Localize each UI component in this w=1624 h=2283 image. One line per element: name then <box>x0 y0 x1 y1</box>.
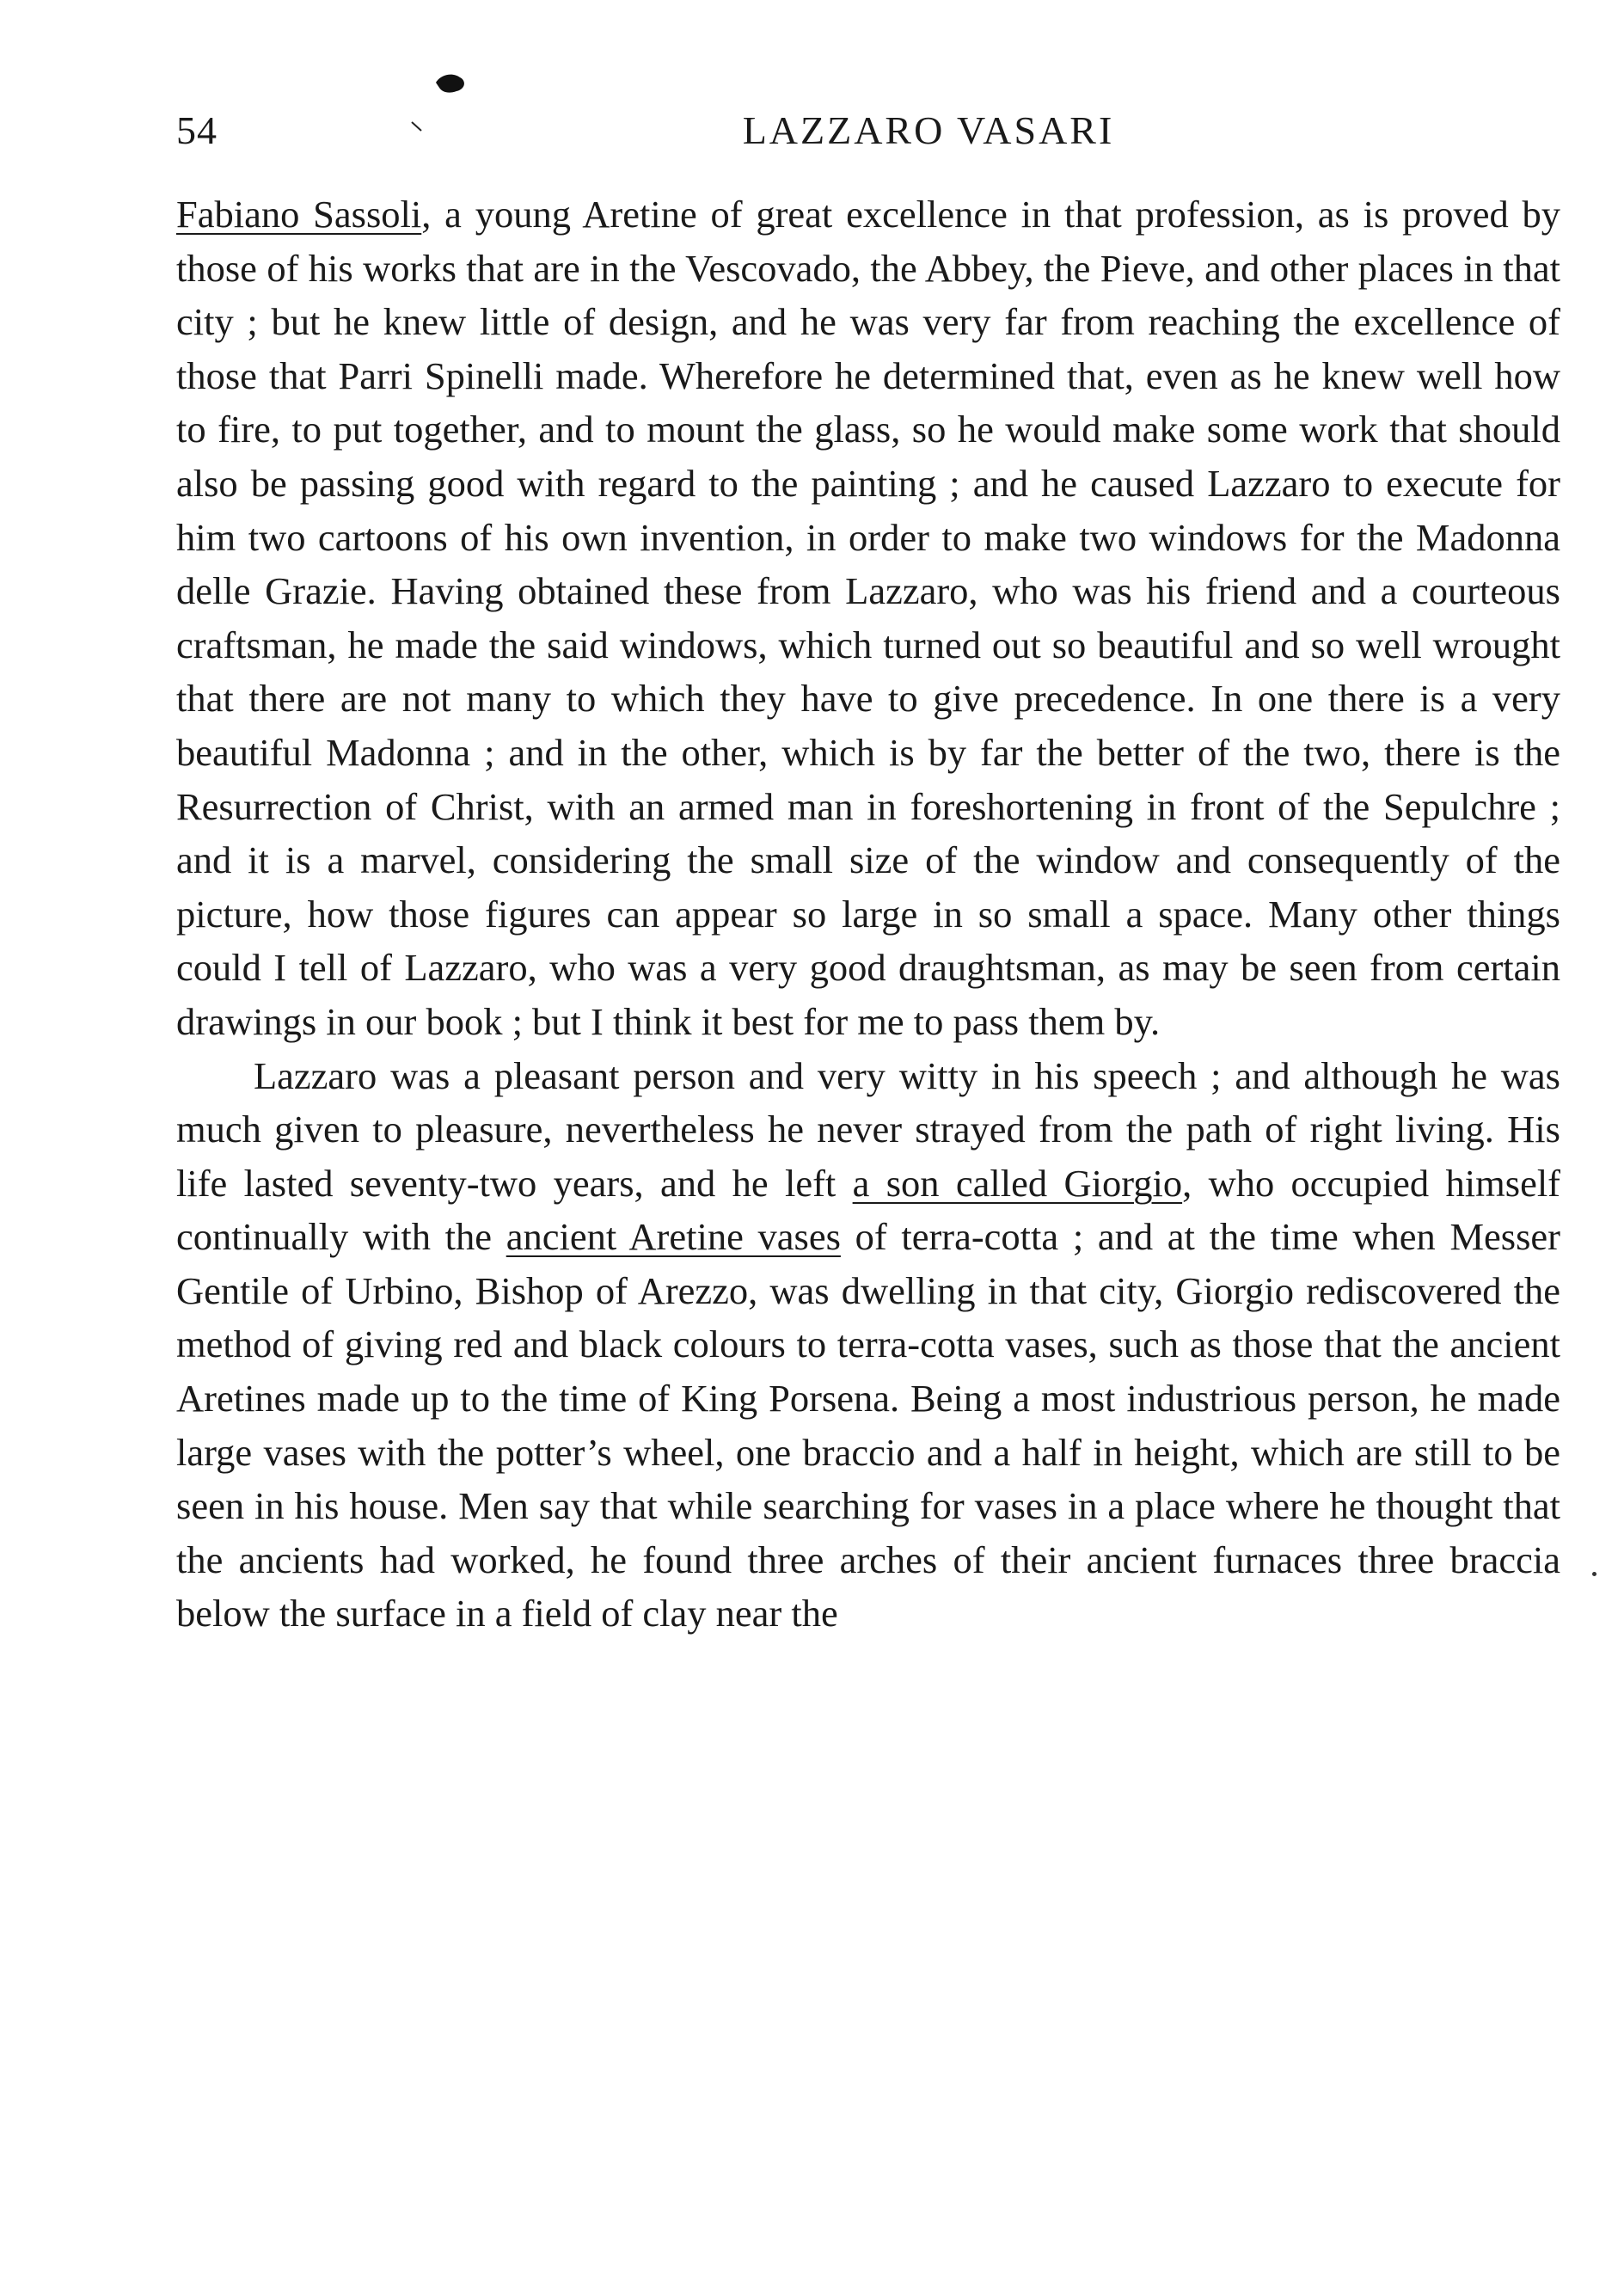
margin-dot-mark <box>1592 1572 1596 1576</box>
paragraph <box>176 187 1560 1049</box>
ink-blot-mark <box>434 71 469 96</box>
body-text <box>176 187 1560 1641</box>
paragraph-text: , a young Aretine of great excellence in that profession, as is proved by those of his works that are in the Vescovado, the Abbey, the Pieve, and other places in that city ; but he knew little of design, and he was very far from reaching the excellence of those that Parri Spinelli made. Wherefore he determined that, even as he knew well how to fire, to put together, and to mount the glass, so he would make some work that should also be passing good with regard to the painting ; and he caused Lazzaro to execute for him two cartoons of his own invention, in order to make two windows for the Madonna delle Grazie. Having obtained these from Lazzaro, who was his friend and a courteous craftsman, he made the said windows, which turned out so beautiful and so well wrought that there are not many to which they have to give precedence. In one there is a very beautiful Madonna ; and in the other, which is by far the better of the two, there is the Resurrection of Christ, with an armed man in foreshortening in front of the Sepulchre ; and it is a marvel, considering the small size of the window and consequently of the picture, how those figures can appear so large in so small a space. Many other things could I tell of Lazzaro, who was a very good draughtsman, as may be seen from certain drawings in our book ; but I think it best for me to pass them by. <box>176 193 1560 1043</box>
paragraph-text: , who occupied himself continually with the <box>176 1161 1560 1259</box>
paragraph-text: Lazzaro was a pleasant person and very witty in his speech ; and although he was much given to pleasure, nevertheless he never strayed from the path of right living. His life lasted seventy-two years, and he left <box>176 1053 1560 1205</box>
paragraph-text: of terra-cotta ; and at the time when Messer Gentile of Urbino, Bishop of Arezzo, was dwelling in that city, Giorgio rediscovered the method of giving red and black colours to terra-cotta vases, such as those that the ancient Aretines made up to the time of King Porsena. Being a most industrious person, he made large vases with the potter’s wheel, one braccio and a half in height, which are still to be seen in his house. Men say that while searching for vases in a place where he thought that the ancients had worked, he found three arches of their ancient furnaces three braccia below the surface in a field of clay near the <box>176 1215 1560 1636</box>
underlined-phrase: Fabiano Sassoli <box>176 193 422 236</box>
page-header <box>176 107 1560 168</box>
underlined-phrase: ancient Aretine vases <box>506 1215 841 1259</box>
running-title: LAZZARO VASARI <box>742 108 1115 152</box>
paragraph <box>176 1049 1560 1642</box>
underlined-phrase: a son called Giorgio <box>852 1161 1183 1205</box>
page-number: 54 <box>176 108 218 152</box>
